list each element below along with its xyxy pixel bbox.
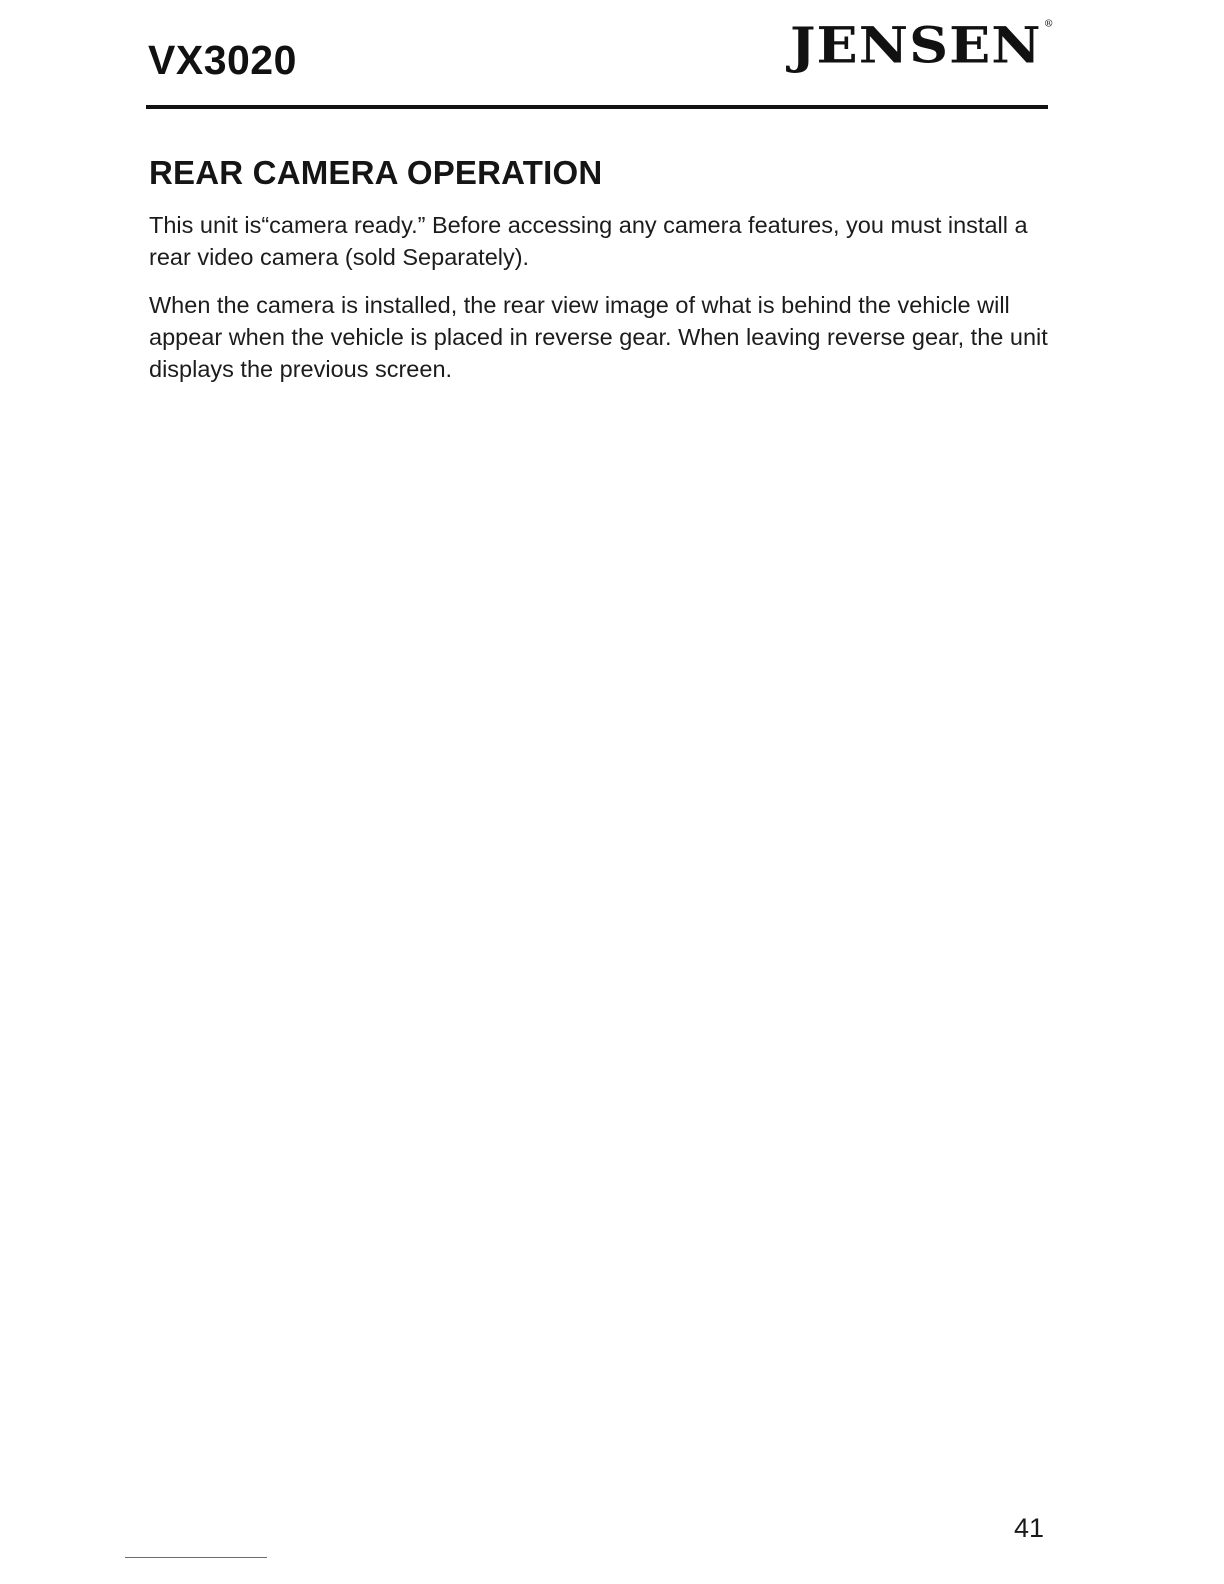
brand-name: JENSEN [790, 15, 1042, 75]
registered-mark: ® [1043, 19, 1055, 30]
section-heading: REAR CAMERA OPERATION [149, 154, 603, 191]
bottom-line [125, 1557, 267, 1558]
page-number: 41 [1014, 1513, 1045, 1543]
paragraph-reverse-gear: When the camera is installed, the rear view image of what is behind the vehicle will appear when the vehicle is placed in reverse gear. When leaving reverse gear, the unit displays the previous screen. [149, 292, 1048, 382]
model-title: VX3020 [148, 37, 297, 83]
brand-logo [790, 15, 1055, 75]
paragraph-camera-ready: This unit is“camera ready.” Before accessing any camera features, you must install a rear video camera (sold Separately). [149, 212, 1028, 270]
header-divider [146, 105, 1048, 109]
